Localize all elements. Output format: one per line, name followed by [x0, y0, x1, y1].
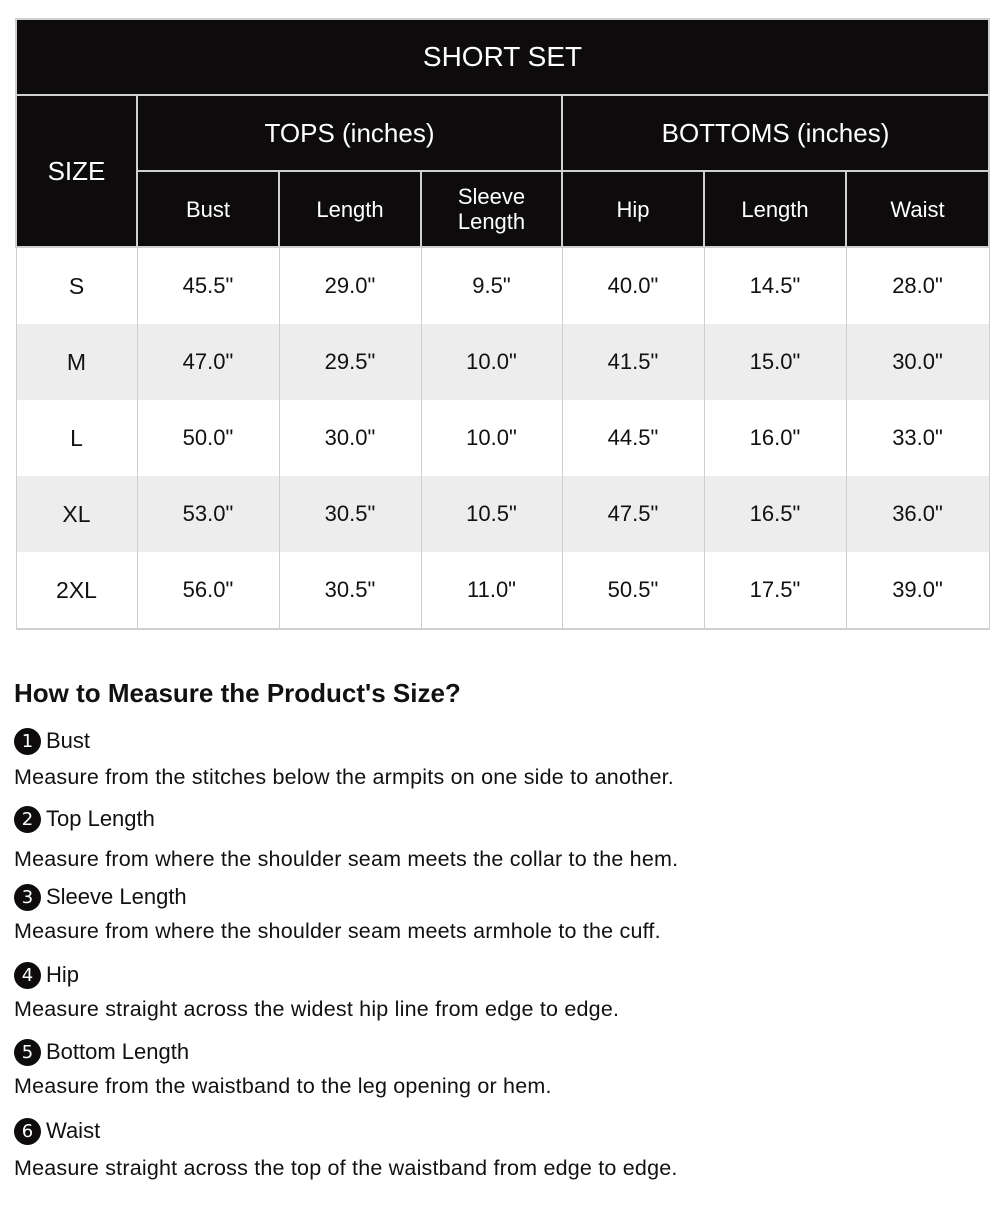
size-label: M: [16, 324, 137, 400]
number-1-icon: 1: [14, 728, 41, 755]
table-cell: 17.5": [704, 552, 846, 629]
column-header-hip: Hip: [562, 171, 704, 247]
table-cell: 28.0": [846, 247, 989, 324]
table-cell: 40.0": [562, 247, 704, 324]
table-cell: 39.0": [846, 552, 989, 629]
table-row: [16, 324, 989, 400]
table-row: [16, 400, 989, 476]
table-cell: 11.0": [421, 552, 562, 629]
table-cell: 16.5": [704, 476, 846, 552]
table-cell: 36.0": [846, 476, 989, 552]
table-cell: 10.0": [421, 400, 562, 476]
size-label: XL: [16, 476, 137, 552]
table-cell: 44.5": [562, 400, 704, 476]
guide-item-description: Measure from the waistband to the leg opening or hem.: [14, 1074, 552, 1098]
table-title: SHORT SET: [16, 19, 989, 95]
guide-item-waist: [14, 1116, 974, 1183]
guide-item-label: Waist: [46, 1118, 101, 1143]
table-cell: 47.5": [562, 476, 704, 552]
guide-item-label: Top Length: [46, 806, 155, 831]
table-row: [16, 247, 989, 324]
table-cell: 14.5": [704, 247, 846, 324]
table-cell: 15.0": [704, 324, 846, 400]
measurement-guide: [14, 672, 974, 1180]
guide-item-hip: [14, 960, 974, 1024]
table-cell: 16.0": [704, 400, 846, 476]
table-cell: 41.5": [562, 324, 704, 400]
table-cell: 29.0": [279, 247, 421, 324]
guide-item-label: Hip: [46, 962, 80, 987]
size-column-header: SIZE: [16, 95, 137, 247]
size-label: 2XL: [16, 552, 137, 629]
guide-item-description: Measure from where the shoulder seam meets armhole to the cuff.: [14, 919, 661, 943]
column-header-bottom-length: Length: [704, 171, 846, 247]
number-3-icon: 3: [14, 884, 41, 911]
tops-group-header: TOPS (inches): [137, 95, 562, 171]
guide-item-description: Measure straight across the top of the waistband from edge to edge.: [14, 1156, 678, 1180]
table-row: [16, 552, 989, 629]
table-cell: 50.0": [137, 400, 279, 476]
guide-item-description: Measure from the stitches below the armpits on one side to another.: [14, 765, 674, 789]
table-cell: 10.0": [421, 324, 562, 400]
number-5-icon: 5: [14, 1039, 41, 1066]
column-header-sleeve-length: Sleeve Length: [421, 171, 562, 247]
table-cell: 30.5": [279, 552, 421, 629]
table-cell: 53.0": [137, 476, 279, 552]
guide-title: How to Measure the Product's Size?: [14, 678, 461, 708]
column-header-bust: Bust: [137, 171, 279, 247]
size-chart-table: [15, 18, 990, 630]
guide-item-sleeve-length: [14, 882, 974, 946]
guide-item-label: Sleeve Length: [46, 884, 187, 909]
guide-item-top-length: [14, 804, 974, 874]
number-2-icon: 2: [14, 806, 41, 833]
guide-item-bust: [14, 726, 974, 792]
table-cell: 45.5": [137, 247, 279, 324]
number-6-icon: 6: [14, 1118, 41, 1145]
column-header-top-length: Length: [279, 171, 421, 247]
guide-item-description: Measure straight across the widest hip line from edge to edge.: [14, 997, 620, 1021]
number-4-icon: 4: [14, 962, 41, 989]
table-cell: 10.5": [421, 476, 562, 552]
table-cell: 29.5": [279, 324, 421, 400]
table-cell: 30.0": [279, 400, 421, 476]
guide-item-label: Bust: [46, 728, 91, 753]
size-label: L: [16, 400, 137, 476]
table-cell: 30.0": [846, 324, 989, 400]
table-cell: 30.5": [279, 476, 421, 552]
size-label: S: [16, 247, 137, 324]
table-cell: 50.5": [562, 552, 704, 629]
guide-item-description: Measure from where the shoulder seam meets the collar to the hem.: [14, 847, 679, 871]
table-cell: 47.0": [137, 324, 279, 400]
bottoms-group-header: BOTTOMS (inches): [562, 95, 989, 171]
table-cell: 9.5": [421, 247, 562, 324]
column-header-waist: Waist: [846, 171, 989, 247]
guide-item-bottom-length: [14, 1037, 974, 1101]
table-cell: 33.0": [846, 400, 989, 476]
guide-item-label: Bottom Length: [46, 1039, 190, 1064]
table-row: [16, 476, 989, 552]
table-cell: 56.0": [137, 552, 279, 629]
